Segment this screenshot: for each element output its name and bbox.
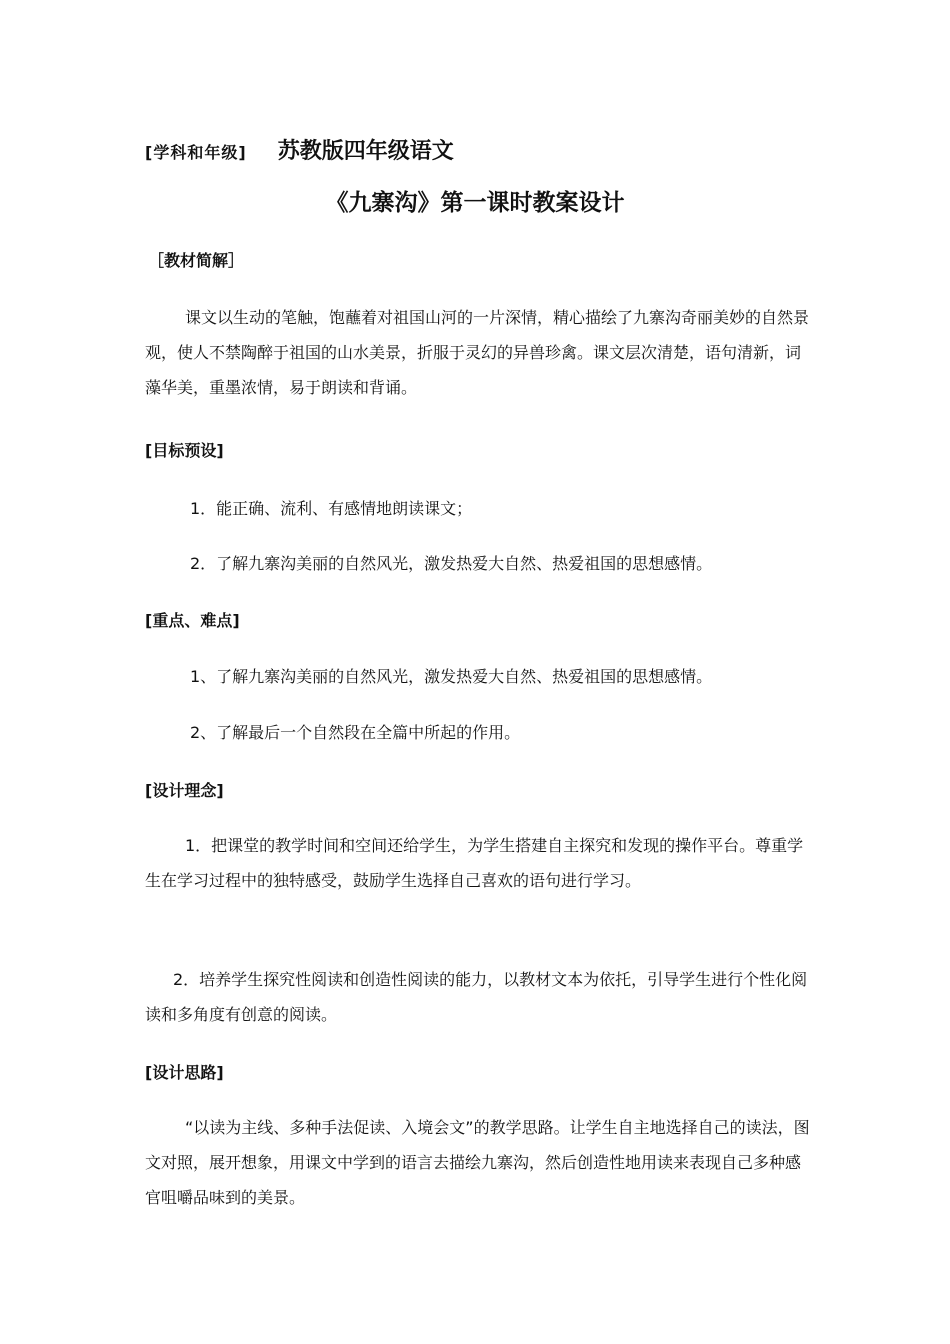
approach-paragraph: “以读为主线、多种手法促读、入境会文”的教学思路。让学生自主地选择自己的读法，图文对照，展开想象，用课文中学到的语言去描绘九寨沟，然后创造性地用读来表现自己多种感官咀嚼品味到的美景。 xyxy=(145,1118,810,1207)
section-heading-concept: [设计理念] xyxy=(145,781,224,800)
section-heading-key-points: [重点、难点] xyxy=(145,611,240,630)
subject-value: 苏教版四年级语文 xyxy=(277,139,454,164)
key-point-item-2: 2、了解最后一个自然段在全篇中所起的作用。 xyxy=(190,723,521,742)
section-heading-materials: ［教材简解］ xyxy=(148,251,245,270)
document-title: 《九寨沟》第一课时教案设计 xyxy=(325,190,625,216)
goal-item-1: 1．能正确、流利、有感情地朗读课文； xyxy=(190,499,473,518)
section-heading-approach: [设计思路] xyxy=(145,1063,224,1082)
section-heading-goals: [目标预设] xyxy=(145,441,224,460)
goal-item-2: 2．了解九寨沟美丽的自然风光，激发热爱大自然、热爱祖国的思想感情。 xyxy=(190,554,713,573)
materials-paragraph: 课文以生动的笔触，饱蘸着对祖国山河的一片深情，精心描绘了九寨沟奇丽美妙的自然景观，使人不禁陶醉于祖国的山水美景，折服于灵幻的异兽珍禽。课文层次清楚，语句清新，词藻华美，重墨浓情，易于朗读和背诵。 xyxy=(145,308,810,397)
subject-label: [学科和年级] xyxy=(145,143,247,162)
concept-paragraph-1: 1．把课堂的教学时间和空间还给学生，为学生搭建自主探究和发现的操作平台。尊重学生在学习过程中的独特感受，鼓励学生选择自己喜欢的语句进行学习。 xyxy=(145,836,804,890)
concept-paragraph-2: 2．培养学生探究性阅读和创造性阅读的能力，以教材文本为依托，引导学生进行个性化阅读和多角度有创意的阅读。 xyxy=(145,970,808,1024)
subject-line xyxy=(145,134,454,165)
key-point-item-1: 1、了解九寨沟美丽的自然风光，激发热爱大自然、热爱祖国的思想感情。 xyxy=(190,667,713,686)
